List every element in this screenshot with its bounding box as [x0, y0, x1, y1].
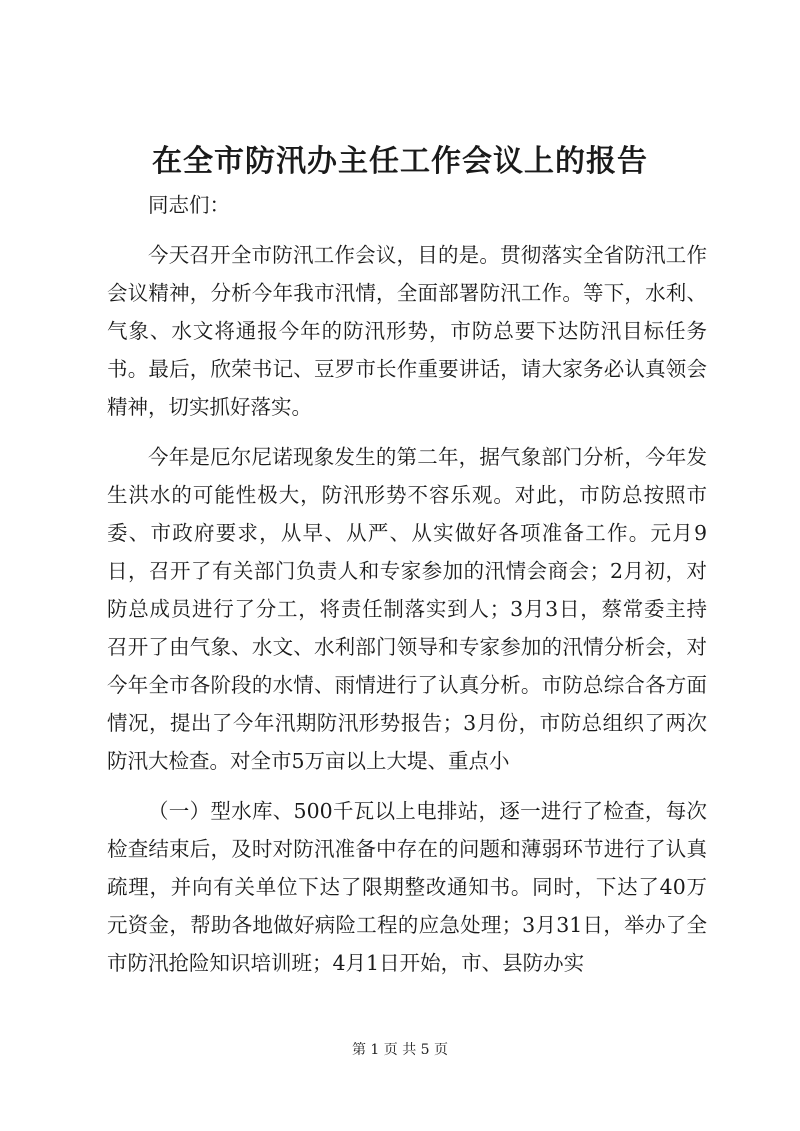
salutation: 同志们：	[148, 193, 230, 217]
paragraph-inspection: （一）型水库、500千瓦以上电排站，逐一进行了检查，每次检查结束后，及时对防汛准备中存在的问题和薄弱环节进行了认真疏理，并向有关单位下达了限期整改通知书。同时，下达了40万元资金，帮助各地做好病险工程的应急处理；3月31日，举办了全市防汛抢险知识培训班；4月1日开始，市、县防办实	[107, 799, 707, 975]
document-body	[107, 186, 707, 982]
page-title: 在全市防汛办主任工作会议上的报告	[152, 144, 648, 179]
paragraph-opening: 今天召开全市防汛工作会议，目的是。贯彻落实全省防汛工作会议精神，分析今年我市汛情，全面部署防汛工作。等下，水利、气象、水文将通报今年的防汛形势，市防总要下达防汛目标任务书。最后，欣荣书记、豆罗市长作重要讲话，请大家务必认真领会精神，切实抓好落实。	[107, 243, 707, 419]
paragraph-preparation: 今年是厄尔尼诺现象发生的第二年，据气象部门分析，今年发生洪水的可能性极大，防汛形势不容乐观。对此，市防总按照市委、市政府要求，从早、从严、从实做好各项准备工作。元月9日，召开了有关部门负责人和专家参加的汛情会商会；2月初，对防总成员进行了分工，将责任制落实到人；3月3日，蔡常委主持召开了由气象、水文、水利部门领导和专家参加的汛情分析会，对今年全市各阶段的水情、雨情进行了认真分析。市防总综合各方面情况，提出了今年汛期防汛形势报告；3月份，市防总组织了两次防汛大检查。对全市5万亩以上大堤、重点小	[107, 445, 707, 773]
page-footer: 第 1 页 共 5 页	[351, 1042, 449, 1058]
